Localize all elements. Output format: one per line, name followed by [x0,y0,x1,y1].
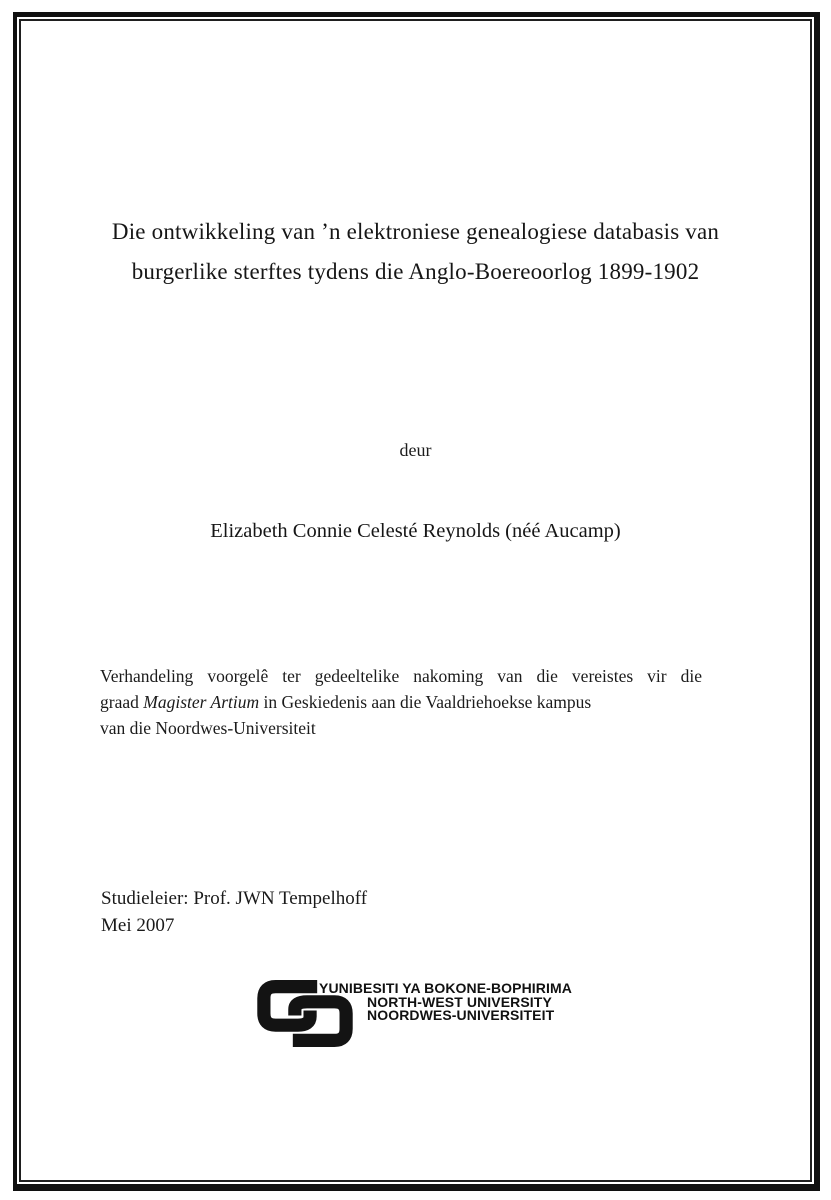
date-line: Mei 2007 [101,915,175,936]
degree-name-italic: Magister Artium [143,692,260,712]
thesis-title-line2: burgerlike sterftes tydens die Anglo-Boereoorlog 1899-1902 [131,259,700,284]
wordmark-english: NORTH-WEST UNIVERSITY [367,993,552,1010]
degree-statement [100,663,702,741]
degree-statement-line1: Verhandeling voorgelê ter gedeeltelike nakoming van die vereistes vir die [100,666,702,686]
byline: deur [399,440,432,460]
degree-statement-line2 [100,689,702,715]
university-logo [257,980,587,1060]
thesis-title-line1: Die ontwikkeling van ’n elektroniese genealogiese databasis van [111,219,720,244]
author-name: Elizabeth Connie Celesté Reynolds (néé Aucamp) [210,520,621,542]
wordmark-setswana: YUNIBESITI YA BOKONE-BOPHIRIMA [319,980,572,996]
degree-statement-line3: van die Noordwes-Universiteit [100,718,316,738]
wordmark-afrikaans: NOORDWES-UNIVERSITEIT [367,1007,555,1023]
credits-block [101,885,367,939]
degree-statement-line2-prefix: graad [100,692,144,712]
degree-statement-line2-suffix: in Geskiedenis aan die Vaaldriehoekse kampus [259,692,592,712]
thesis-title [60,212,771,292]
supervisor-line: Studieleier: Prof. JWN Tempelhoff [101,888,368,909]
university-wordmark [319,982,572,1023]
